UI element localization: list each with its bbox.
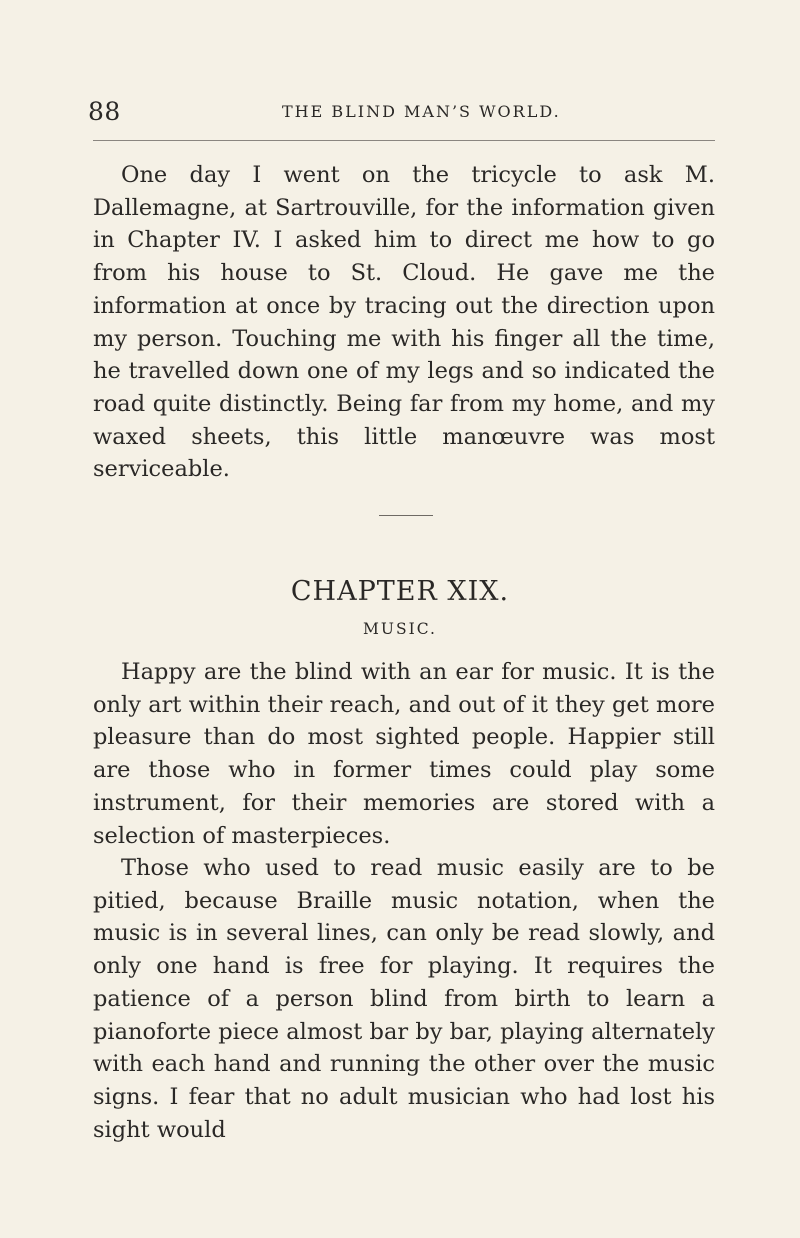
page-number: 88 [88,97,121,126]
paragraph-tricycle: One day I went on the tricycle to ask M. Dallemagne, at Sartrouville, for the information given in Chapter IV. I asked him to direct me how to go from his house to St. Cloud. He gave me the information at once by tracing out the direction upon my person. Touching me with his finger all the time, he travelled down one of my legs and so indicated the road quite distinctly. Being far from my home, and my waxed sheets, this little manœuvre was most serviceable. [93,162,715,483]
page-header [88,96,714,128]
paragraph-braille: Those who used to read music easily are to be pitied, because Braille music notation, when the music is in several lines, can only be read slowly, and only one hand is free for playing. It requires the patience of a person blind from birth to learn a pianoforte piece almost bar by bar, playing alternately with each hand and running the other over the music signs. I fear that no adult musician who had lost his sight would [93,855,715,1143]
chapter-title: CHAPTER XIX. [290,576,510,607]
paragraph-happy: Happy are the blind with an ear for music. It is the only art within their reach, and out of it they get more pleasure than do most sighted people. Happier still are those who in former times could play some instrument, for their memories are stored with a selection of masterpieces. [93,659,715,849]
header-divider [93,140,715,141]
section-divider [379,515,433,516]
chapter-subtitle: MUSIC. [363,620,437,638]
running-head: THE BLIND MAN’S WORLD. [282,102,561,121]
